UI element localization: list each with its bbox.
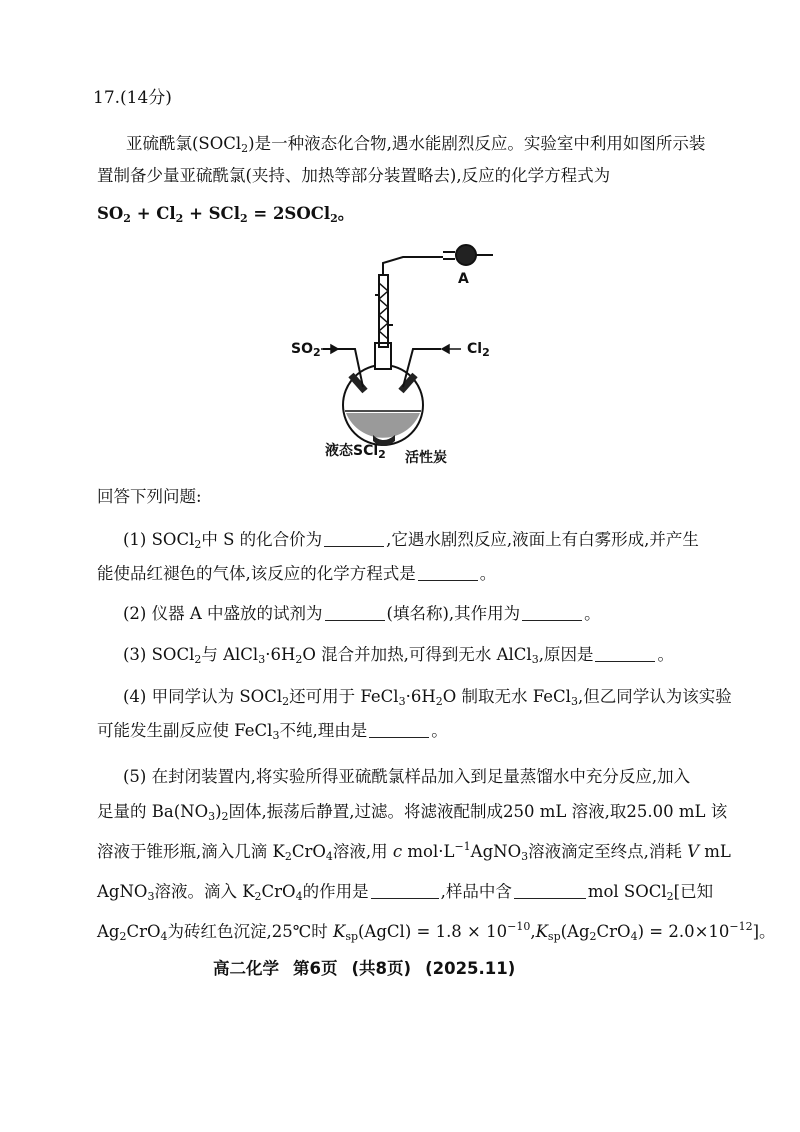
answer-blank[interactable] bbox=[595, 647, 655, 662]
part-1-line-2: 能使品红褪色的气体,该反应的化学方程式是 。 bbox=[97, 564, 497, 583]
question-number: 17. bbox=[93, 88, 121, 108]
part-5-line-4: AgNO$_3$溶液。滴入 $K_2CrO_4$的作用是 ,样品中含 mol SOCl$_2$[已知 bbox=[97, 882, 714, 903]
footer-subject: 高二化学 bbox=[213, 959, 279, 978]
label-activated-carbon: 活性炭 bbox=[405, 450, 447, 466]
part-2-line-1: (2) 仪器 A 中盛放的试剂为 (填名称),其作用为 。 bbox=[123, 604, 601, 623]
footer-date: (2025.11) bbox=[425, 959, 516, 978]
answer-blank[interactable] bbox=[325, 606, 385, 621]
answer-blank[interactable] bbox=[418, 566, 478, 581]
answer-blank[interactable] bbox=[522, 606, 582, 621]
reaction-equation: $SO_2 + Cl_2 + SCl_2$ = 2SOCl$_2$。 bbox=[97, 204, 355, 225]
part-3-line-1: (3) SOCl$_2$与 $AlCl_3\cdot 6H_2O$ 混合并加热,可得到无水 AlCl$_3$,原因是 。 bbox=[123, 645, 674, 666]
label-cl2: $Cl_2$ bbox=[467, 341, 490, 359]
intro-line-1: 亚硫酰氯(SOCl$_2$)是一种液态化合物,遇水能剧烈反应。实验室中利用如图所示装 bbox=[126, 134, 706, 155]
answer-prompt: 回答下列问题: bbox=[97, 487, 202, 506]
part-5-line-1: (5) 在封闭装置内,将实验所得亚硫酰氯样品加入到足量蒸馏水中充分反应,加入 bbox=[123, 767, 691, 786]
part-5-line-2: 足量的 $Ba(NO_3)_2$固体,振荡后静置,过滤。将滤液配制成250 mL 溶液,取25.00 mL 该 bbox=[97, 802, 728, 823]
label-a: A bbox=[458, 271, 469, 287]
question-header bbox=[93, 83, 172, 108]
apparatus-figure bbox=[283, 235, 513, 470]
liquid-scl2 bbox=[346, 413, 420, 438]
part-5-line-3: 溶液于锥形瓶,滴入几滴 $K_2CrO_4$溶液,用 c $mol\cdot L^{-1}AgNO_3$溶液滴定至终点,消耗 V mL bbox=[97, 840, 731, 863]
page-footer bbox=[213, 955, 529, 979]
label-so2: $SO_2$ bbox=[291, 341, 321, 359]
answer-blank[interactable] bbox=[371, 884, 439, 899]
part-4-line-2: 可能发生副反应使 FeCl$_3$不纯,理由是 。 bbox=[97, 721, 448, 742]
part-5-line-5: $Ag_2CrO_4$为砖红色沉淀,25℃时 $K_{sp}(AgCl) = 1.8 \times 10^{-10},K_{sp}(Ag_2CrO_4) = 2.0\times 10^{-12}$]。 bbox=[97, 920, 776, 943]
answer-blank[interactable] bbox=[324, 532, 384, 547]
intro-line-2: 置制备少量亚硫酰氯(夹持、加热等部分装置略去),反应的化学方程式为 bbox=[97, 166, 611, 185]
label-liquid-scl2: 液态SCl$_2$ bbox=[325, 443, 386, 461]
answer-blank[interactable] bbox=[514, 884, 586, 899]
part-1-line-1: (1) SOCl$_2$中 S 的化合价为 ,它遇水剧烈反应,液面上有白雾形成,并产生 bbox=[123, 530, 699, 551]
footer-page: 第6页 bbox=[293, 959, 338, 978]
part-4-line-1: (4) 甲同学认为 SOCl$_2$还可用于 $FeCl_3\cdot 6H_2O$ 制取无水 FeCl$_3$,但乙同学认为该实验 bbox=[123, 687, 732, 708]
answer-blank[interactable] bbox=[369, 723, 429, 738]
question-score: (14分) bbox=[120, 88, 172, 108]
drying-tube-a bbox=[456, 245, 476, 265]
footer-total: (共8页) bbox=[351, 959, 412, 978]
